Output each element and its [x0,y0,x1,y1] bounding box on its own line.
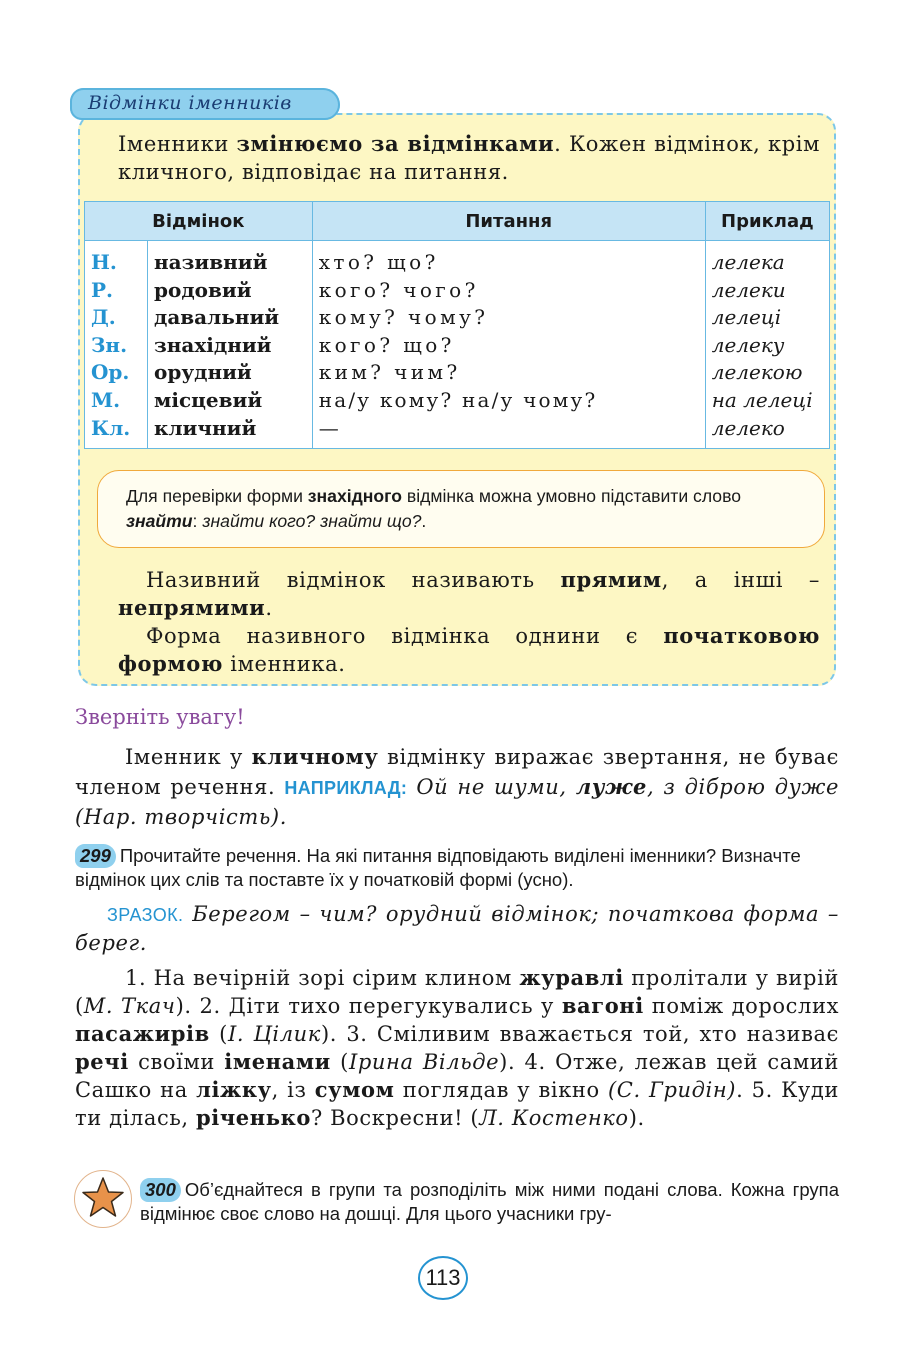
task-number-badge: 299 [75,844,116,868]
direct-cases-text: Називний відмінок називають прямим, а інші – непрямими. [118,567,820,620]
sentences-text: 1. На вечірній зорі сірим клином журавлі пролітали у вирій (М. Ткач). 2. Діти тихо перегукувались у вагоні поміж дорослих пасажирів (І. Цілик). 3. Сміливим вважається той, хто називає речі своїми іменами (Ірина Вільде). 4. Отже, лежав цей самий Сашко на ліжку, із сумом поглядав у вікно (С. Гридін). 5. Куди ти ділась, річенько? Воскресни! (Л. Костенко). [75,965,840,1130]
name-column: називний родовий давальний знахідний орудний місцевий кличний [148,241,313,449]
header-question: Питання [312,202,705,241]
header-example: Приклад [705,202,829,241]
task-299: 299 Прочитайте речення. На які питання відповідають виділені іменники? Визначте відмінок цих слів та поставте їх у початковій формі (усно). [75,845,801,890]
example-column: лелека лелеки лелеці лелеку лелекою на лелеці лелеко [705,241,829,449]
rule-tag: Відмінки іменників [70,88,340,120]
sample-text: ЗРАЗОК. Берегом – чим? орудний відмінок; початкова форма – берег. [75,902,839,955]
task-300: 300 Об’єднайтеся в групи та розподіліть між ними подані слова. Кожна група відмінює своє слово на дошці. Для цього учасники гру- [140,1179,839,1224]
abbr-column: Н. Р. Д. Зн. Ор. М. Кл. [85,241,148,449]
star-icon [75,1171,131,1227]
question-column: хто? що? кого? чого? кому? чому? кого? що? ким? чим? на/у кому? на/у чому? — [312,241,705,449]
hint-note: Для перевірки форми знахідного відмінка можна умовно підставити слово знайти: знайти кого? знайти що?. [97,470,825,548]
header-case: Відмінок [85,202,313,241]
group-work-badge [74,1170,132,1228]
attention-text: Іменник у кличному відмінку виражає звертання, не буває членом речення. НАПРИКЛАД: Ой не шуми, луже, з діброю дуже (Нар. творчість). [75,744,839,829]
page-number: 113 [418,1256,468,1300]
rule-intro: Іменники змінюємо за відмінками. Кожен відмінок, крім кличного, відповідає на питання. [118,131,821,184]
cases-table [84,201,830,449]
initial-form-text: Форма називного відмінка однини є початковою формою іменника. [118,623,820,676]
attention-title: Зверніть увагу! [75,705,245,729]
task-number-badge: 300 [140,1178,181,1202]
